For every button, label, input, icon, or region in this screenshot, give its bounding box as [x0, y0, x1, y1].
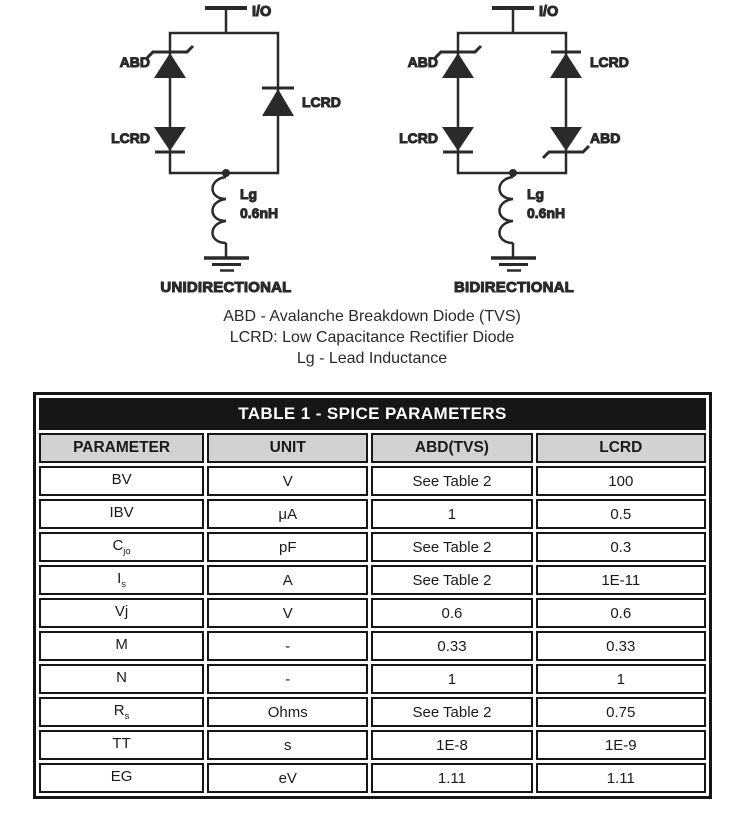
abd-value-cell: 1E-8: [371, 730, 532, 760]
table-row: [39, 631, 706, 661]
ground-symbol: [204, 258, 249, 271]
lcrd-diode-symbol: [550, 52, 582, 78]
io-label: I/O: [252, 4, 272, 20]
param-cell: IBV: [39, 499, 204, 529]
lcrd-value-cell: 100: [536, 466, 706, 496]
inductor-coil: [500, 177, 514, 243]
lcrd-value-cell: 0.75: [536, 697, 706, 727]
abd-label: ABD: [590, 130, 621, 146]
inductor-name: Lg: [240, 186, 258, 202]
lcrd-diode-symbol: [154, 127, 186, 152]
table-row: [39, 466, 706, 496]
inductor-coil: [213, 177, 227, 243]
inductor-name: Lg: [527, 186, 545, 202]
unit-cell: A: [207, 565, 368, 595]
table-row: [39, 697, 706, 727]
ground-symbol: [491, 258, 536, 271]
table-row: [39, 499, 706, 529]
lcrd-label: LCRD: [111, 130, 150, 146]
circuit-caption: UNIDIRECTIONAL: [160, 279, 292, 296]
node-dot: [509, 169, 517, 177]
abd-value-cell: See Table 2: [371, 466, 532, 496]
lcrd-label: LCRD: [399, 130, 438, 146]
lcrd-label: LCRD: [302, 94, 341, 110]
unit-cell: V: [207, 466, 368, 496]
param-cell: Vj: [39, 598, 204, 628]
node-dot: [222, 169, 230, 177]
table-title-row: [39, 398, 706, 430]
abd-value-cell: 0.33: [371, 631, 532, 661]
table-row: [39, 664, 706, 694]
table-row: [39, 730, 706, 760]
unit-cell: μA: [207, 499, 368, 529]
circuit-caption: BIDIRECTIONAL: [453, 279, 575, 296]
inductor-value: 0.6nH: [527, 205, 566, 221]
table-title: TABLE 1 - SPICE PARAMETERS: [39, 398, 706, 430]
unit-cell: pF: [207, 532, 368, 562]
abd-value-cell: 0.6: [371, 598, 532, 628]
legend-line-abd: ABD - Avalanche Breakdown Diode (TVS): [223, 308, 521, 325]
lcrd-value-cell: 0.3: [536, 532, 706, 562]
col-header-parameter: PARAMETER: [39, 433, 204, 463]
diode-triangle: [154, 127, 186, 151]
diode-triangle: [550, 53, 582, 78]
unit-cell: -: [207, 664, 368, 694]
lcrd-value-cell: 1: [536, 664, 706, 694]
col-header-unit: UNIT: [207, 433, 368, 463]
unit-cell: V: [207, 598, 368, 628]
unit-cell: -: [207, 631, 368, 661]
circuit-diagrams: [0, 0, 744, 300]
unit-cell: s: [207, 730, 368, 760]
param-cell: M: [39, 631, 204, 661]
param-cell: BV: [39, 466, 204, 496]
abd-value-cell: See Table 2: [371, 697, 532, 727]
table-row: [39, 532, 706, 562]
abd-value-cell: See Table 2: [371, 532, 532, 562]
inductor-value: 0.6nH: [240, 205, 279, 221]
abd-diode-symbol: [435, 46, 481, 78]
lcrd-diode-symbol: [262, 88, 294, 116]
diode-triangle: [442, 53, 474, 78]
unit-cell: eV: [207, 763, 368, 793]
table-row: [39, 763, 706, 793]
param-cell: TT: [39, 730, 204, 760]
abd-value-cell: 1.11: [371, 763, 532, 793]
abd-label: ABD: [407, 54, 438, 70]
table-row: [39, 598, 706, 628]
lcrd-value-cell: 1E-11: [536, 565, 706, 595]
abd-value-cell: See Table 2: [371, 565, 532, 595]
bidirectional-circuit: [399, 4, 629, 296]
abd-diode-symbol: [147, 46, 193, 78]
abd-value-cell: 1: [371, 664, 532, 694]
io-label: I/O: [539, 4, 559, 20]
table-row: [39, 565, 706, 595]
lcrd-label: LCRD: [590, 54, 629, 70]
unidirectional-circuit: [111, 4, 341, 296]
legend-line-lg: Lg - Lead Inductance: [296, 350, 448, 367]
lcrd-value-cell: 1E-9: [536, 730, 706, 760]
abd-value-cell: 1: [371, 499, 532, 529]
param-cell: N: [39, 664, 204, 694]
legend: [0, 306, 744, 369]
legend-line-lcrd: LCRD: Low Capacitance Rectifier Diode: [229, 329, 515, 346]
lcrd-value-cell: 0.33: [536, 631, 706, 661]
spice-parameters-table: [33, 392, 712, 799]
diode-triangle: [262, 89, 294, 116]
lcrd-value-cell: 0.5: [536, 499, 706, 529]
abd-label: ABD: [119, 54, 150, 70]
param-cell: $C_{jo}$: [39, 532, 204, 562]
circuit-wire: [170, 33, 278, 173]
param-cell: $I_s$: [39, 565, 204, 595]
lcrd-value-cell: 0.6: [536, 598, 706, 628]
unit-cell: Ohms: [207, 697, 368, 727]
table-header-row: [39, 433, 706, 463]
abd-diode-symbol: [543, 127, 589, 158]
diode-triangle: [442, 127, 474, 151]
param-cell: EG: [39, 763, 204, 793]
diode-triangle: [154, 53, 186, 78]
diode-triangle: [550, 127, 582, 151]
col-header-lcrd: LCRD: [536, 433, 706, 463]
lcrd-diode-symbol: [442, 127, 474, 152]
lcrd-value-cell: 1.11: [536, 763, 706, 793]
param-cell: $R_s$: [39, 697, 204, 727]
col-header-abd-tvs: ABD(TVS): [371, 433, 532, 463]
